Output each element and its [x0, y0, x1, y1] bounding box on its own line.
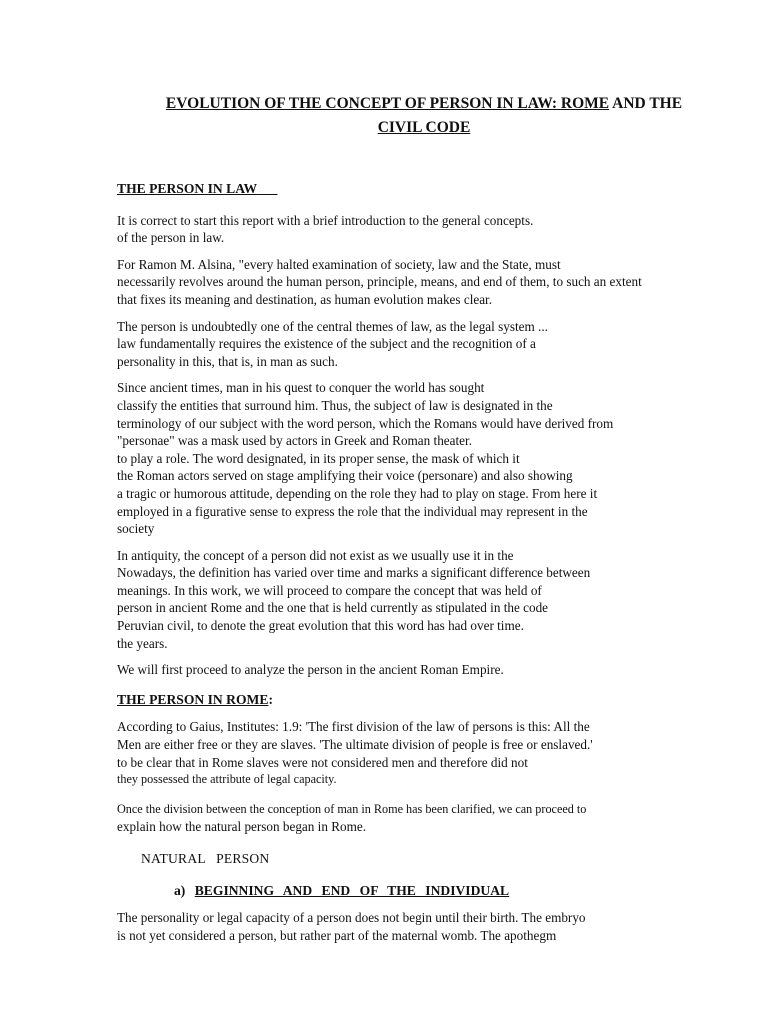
paragraph-8: Once the division between the conception of man in Rome has been clarified, we can proceed to explain how the natural person began in Rome. — [117, 801, 587, 835]
paragraph-7: According to Gaius, Institutes: 1.9: 'The first division of the law of persons is this: All the Men are either free or they are slaves. 'The ultimate division of people is free or enslaved.' to be clear that in Rome slaves were not considered men and therefore did not they possessed the attribute of legal capacity. — [117, 719, 593, 787]
section-heading-person-in-law: THE PERSON IN LAW — [117, 181, 258, 196]
section-heading-person-in-rome: THE PERSON IN ROME: — [117, 691, 273, 707]
document-title — [100, 92, 748, 140]
paragraph-3: The person is undoubtedly one of the central themes of law, as the legal system ... law fundamentally requires the existence of the subject and the recognition of a personality in this, that is, in man as such. — [117, 318, 548, 369]
document-body — [117, 178, 687, 953]
paragraph-6: We will first proceed to analyze the person in the ancient Roman Empire. — [117, 662, 504, 678]
title-line-1 — [100, 92, 748, 116]
paragraph-9: The personality or legal capacity of a person does not begin until their birth. The embryo is not yet considered a person, but rather part of the maternal womb. The apothegm — [117, 910, 586, 943]
title-underlined: EVOLUTION OF THE CONCEPT OF PERSON IN LAW: ROME — [165, 95, 610, 112]
paragraph-2: For Ramon M. Alsina, "every halted examination of society, law and the State, must necessarily revolves around the human person, principle, means, and end of them, to such an extent that fixes its meaning and destination, as human evolution makes clear. — [117, 256, 642, 307]
paragraph-1: It is correct to start this report with a brief introduction to the general concepts. of the person in law. — [117, 212, 534, 246]
title-rest: AND THE — [609, 95, 683, 112]
subheading-beginning-and-end: a) BEGINNING AND END OF THE INDIVIDUAL — [174, 882, 510, 898]
title-line-2: CIVIL CODE — [377, 119, 471, 136]
paragraph-4: Since ancient times, man in his quest to conquer the world has sought classify the entities that surround him. Thus, the subject of law is designated in the terminology of our subject with the word person, which the Romans would have derived from "personae" was a mask used by actors in Greek and Roman theater. to play a role. The word designated, in its proper sense, the mask of which it the Roman actors served on stage amplifying their voice (personare) and also showing a tragic or humorous attitude, depending on the role they had to play on stage. From here it employed in a figurative sense to express the role that the individual may represent in the society — [117, 380, 614, 537]
subheading-natural-person: NATURAL PERSON — [141, 851, 270, 866]
paragraph-5: In antiquity, the concept of a person did not exist as we usually use it in the Nowadays, the definition has varied over time and marks a significant difference between meanings. In this work, we will proceed to compare the concept that was held of person in ancient Rome and the one that is held currently as stipulated in the code Peruvian civil, to denote the great evolution that this word has had over time. the years. — [117, 547, 591, 651]
